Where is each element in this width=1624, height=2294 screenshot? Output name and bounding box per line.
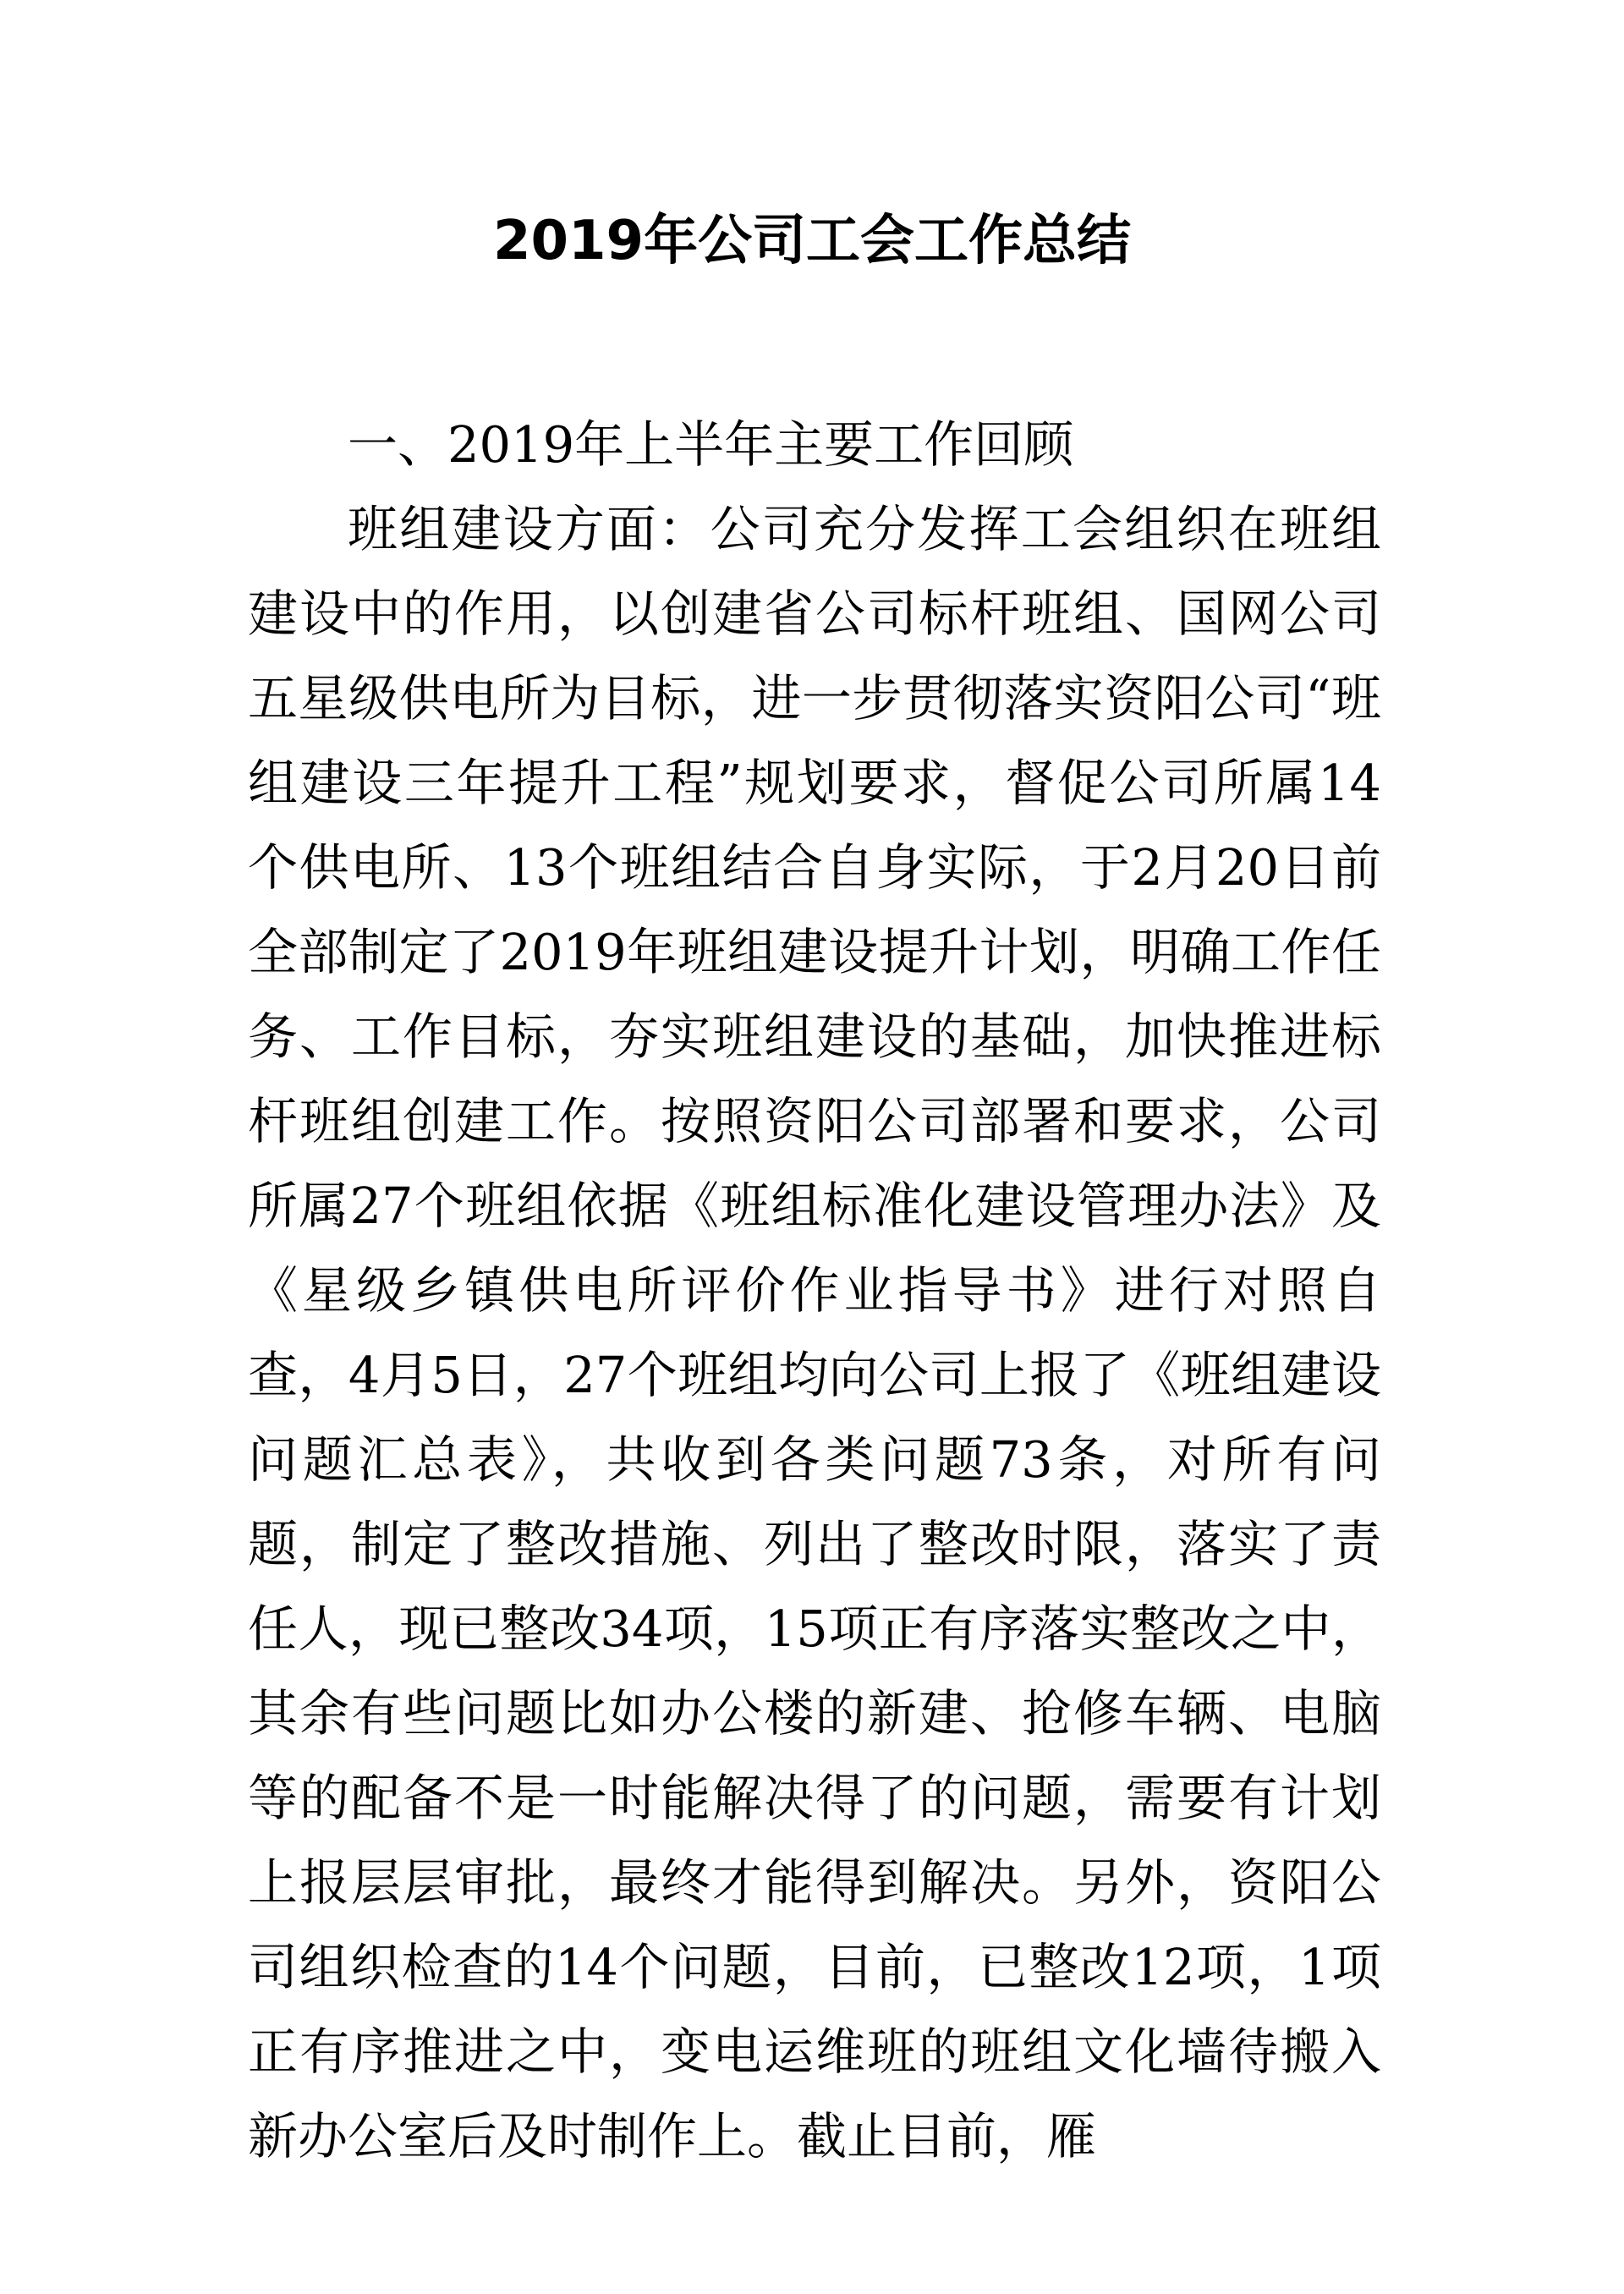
document-body [248, 403, 1381, 2179]
body-paragraph: 班组建设方面：公司充分发挥工会组织在班组建设中的作用，以创建省公司标杆班组、国网公司五星级供电所为目标，进一步贯彻落实资阳公司“班组建设三年提升工程”规划要求，督促公司所属14个供电所、13个班组结合自身实际，于2月20日前全部制定了2019年班组建设提升计划，明确工作任务、工作目标，夯实班组建设的基础，加快推进标杆班组创建工作。按照资阳公司部署和要求，公司所属27个班组依据《班组标准化建设管理办法》及《星级乡镇供电所评价作业指导书》进行对照自查，4月5日，27个班组均向公司上报了《班组建设问题汇总表》，共收到各类问题73条，对所有问题，制定了整改措施、列出了整改时限，落实了责任人，现已整改34项，15项正有序落实整改之中，其余有些问题比如办公楼的新建、抢修车辆、电脑等的配备不是一时能解决得了的问题，需要有计划上报层层审批，最终才能得到解决。另外，资阳公司组织检查的14个问题，目前，已整改12项，1项正有序推进之中，变电运维班的班组文化墙待搬入新办公室后及时制作上。截止目前，雁 [248, 500, 1381, 2165]
document-title: 2019年公司工会工作总结 [492, 210, 1132, 272]
section-heading: 一、2019年上半年主要工作回顾 [348, 415, 1074, 474]
